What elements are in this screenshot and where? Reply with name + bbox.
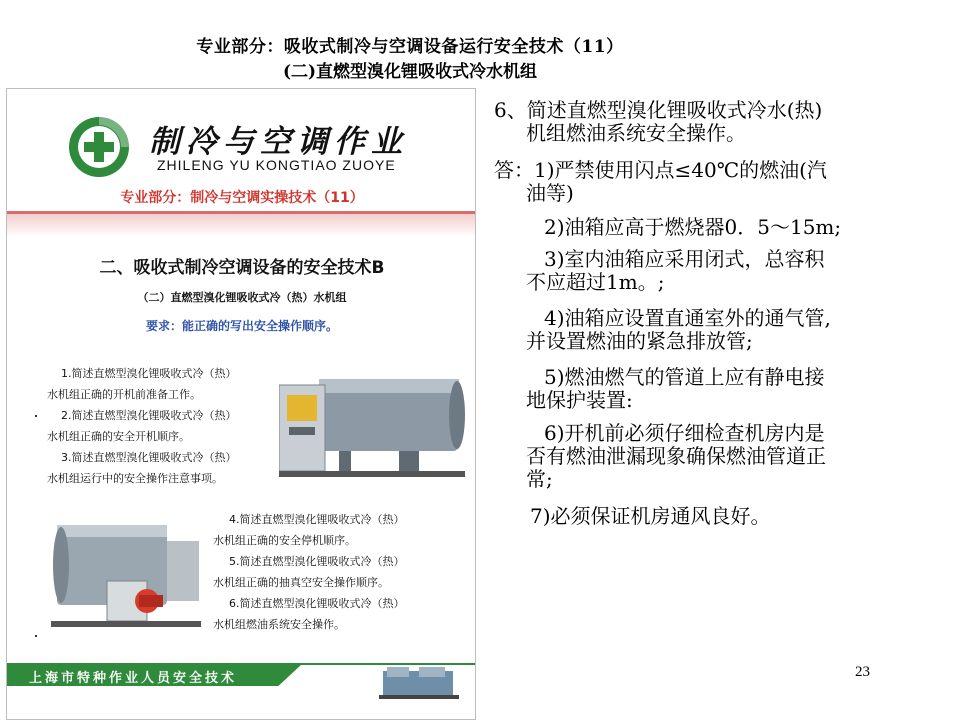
answer-item-4-line-1: 4)油箱应设置直通室外的通气管, — [544, 306, 831, 330]
poster-divider-line — [7, 211, 476, 214]
list-item: 水机组运行中的安全操作注意事项。 — [47, 472, 223, 485]
list-item: 水机组正确的安全开机顺序。 — [47, 430, 190, 443]
poster-requirement: 要求：能正确的写出安全操作顺序。 — [145, 319, 338, 333]
page-number: 23 — [855, 664, 870, 680]
list-item: 水机组正确的开机前准备工作。 — [47, 388, 201, 401]
poster-image — [6, 88, 476, 720]
answer-item-6-line-2: 否有燃油泄漏现象确保燃油管道正 — [526, 444, 826, 468]
answer-item-6-line-1: 6)开机前必须仔细检查机房内是 — [544, 421, 825, 445]
green-cross-logo-icon — [67, 115, 131, 179]
answer-item-5-line-1: 5)燃油燃气的管道上应有静电接 — [544, 365, 825, 389]
poster-subheading: （二）直燃型溴化锂吸收式冷（热）水机组 — [137, 291, 347, 304]
answer-item-3-line-2: 不应超过1m。; — [526, 270, 665, 294]
bullet-dot — [35, 635, 37, 637]
list-item: 6.简述直燃型溴化锂吸收式冷（热） — [229, 597, 405, 610]
list-item: 水机组正确的抽真空安全操作顺序。 — [213, 576, 389, 589]
list-item: 水机组正确的安全停机顺序。 — [213, 534, 356, 547]
slide-title: 专业部分：吸收式制冷与空调设备运行安全技术（11） — [196, 37, 624, 57]
poster-divider-band — [7, 211, 476, 237]
poster-list-a — [47, 363, 237, 489]
list-item: 3.简述直燃型溴化锂吸收式冷（热） — [61, 451, 237, 464]
slide-subtitle: (二)直燃型溴化锂吸收式冷水机组 — [282, 62, 538, 82]
list-item: 水机组燃油系统安全操作。 — [213, 618, 345, 631]
answer-line-1: 答：1)严禁使用闪点≤40℃的燃油(汽 — [494, 158, 827, 182]
question-line-2: 机组燃油系统安全操作。 — [526, 121, 746, 145]
answer-item-2: 2)油箱应高于燃烧器0．5～15m; — [544, 215, 842, 239]
poster-subtitle: 专业部分：制冷与空调实操技术（11） — [120, 190, 364, 206]
list-item: 2.简述直燃型溴化锂吸收式冷（热） — [61, 409, 237, 422]
footer-text: 上海市特种作业人员安全技术 — [29, 671, 238, 686]
brand-english: ZHILENG YU KONGTIAO ZUOYE — [157, 157, 396, 173]
list-item: 1.简述直燃型溴化锂吸收式冷（热） — [61, 367, 237, 380]
answer-item-6-line-3: 常; — [526, 467, 553, 491]
answer-item-3-line-1: 3)室内油箱应采用闭式，总容积 — [544, 247, 825, 271]
list-item: 4.简述直燃型溴化锂吸收式冷（热） — [229, 513, 405, 526]
answer-item-5-line-2: 地保护装置: — [526, 388, 633, 412]
burner-machine-image — [47, 521, 205, 633]
brand-chinese: 制冷与空调作业 — [149, 124, 408, 160]
answer-item-7: 7)必须保证机房通风良好。 — [530, 504, 771, 528]
list-item: 5.简述直燃型溴化锂吸收式冷（热） — [229, 555, 405, 568]
bullet-dot — [35, 415, 37, 417]
poster-heading: 二、吸收式制冷空调设备的安全技术B — [99, 258, 385, 278]
question-line-1: 6、简述直燃型溴化锂吸收式冷水(热) — [494, 98, 823, 122]
unit-machine-image — [379, 663, 459, 703]
answer-item-4-line-2: 并设置燃油的紧急排放管; — [526, 329, 753, 353]
answer-line-2: 油等) — [526, 181, 574, 205]
chiller-machine-image — [279, 367, 465, 485]
poster-list-b — [213, 509, 405, 635]
